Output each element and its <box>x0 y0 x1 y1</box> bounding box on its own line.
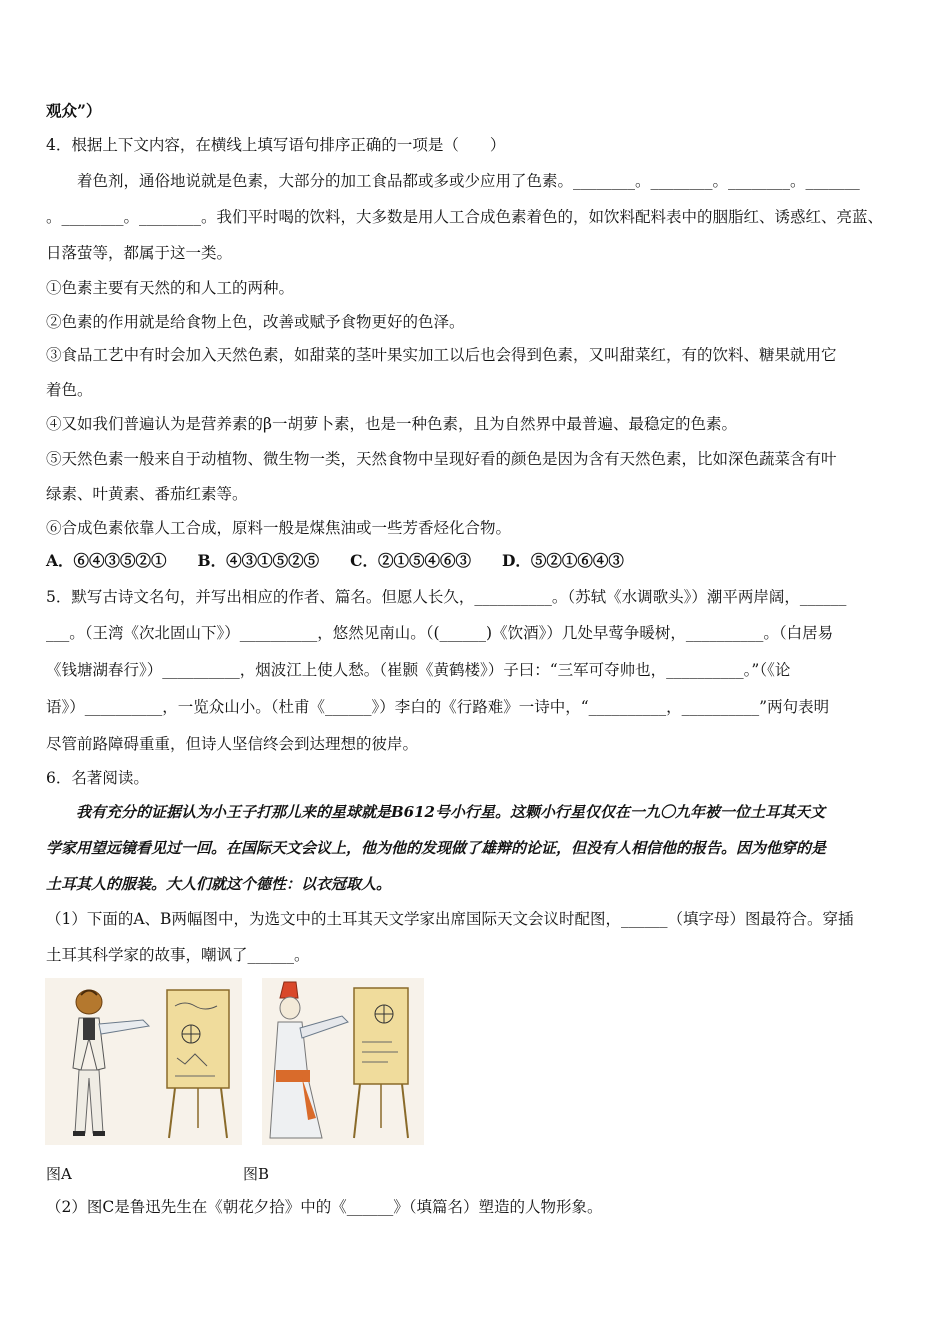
text-line: ⑥合成色素依靠人工合成，原料一般是煤焦油或一些芳香烃化合物。 <box>46 519 512 537</box>
reading-passage: 我有充分的证据认为小王子打那儿来的星球就是B612号小行星。这颗小行星仅仅在一九〇九年被一位土耳其天文 <box>46 803 825 821</box>
answer-options: A．⑥④③⑤②① B．④③①⑤②⑤ C．②①⑤④⑥③ D．⑤②①⑥④③ <box>46 551 624 570</box>
sub-question-2: （2）图C是鲁迅先生在《朝花夕拾》中的《______》（填篇名）塑造的人物形象。 <box>46 1198 603 1216</box>
text-line: 着色。 <box>46 381 93 399</box>
reading-passage: 土耳其人的服装。大人们就这个德性：以衣冠取人。 <box>46 875 392 893</box>
question-5-stem: 5．默写古诗文名句，并写出相应的作者、篇名。但愿人长久，__________。（苏轼《水调歌头》）潮平两岸阔，______ <box>46 588 847 606</box>
text-line: 绿素、叶黄素、番茄红素等。 <box>46 485 248 503</box>
text-line: ⑤天然色素一般来自于动植物、微生物一类，天然食物中呈现好看的颜色是因为含有天然色素，比如深色蔬菜含有叶 <box>46 450 837 468</box>
figure-b-caption: 图B <box>243 1165 270 1183</box>
text-line: 尽管前路障碍重重，但诗人坚信终会到达理想的彼岸。 <box>46 735 419 753</box>
astronomer-western-suit-drawing <box>45 978 242 1145</box>
sub-question-1: （1）下面的A、B两幅图中，为选文中的土耳其天文学家出席国际天文会议时配图，______（填字母）图最符合。穿插 <box>46 910 854 928</box>
text-line: 观众”） <box>46 101 102 120</box>
text-line: ④又如我们普遍认为是营养素的β一胡萝卜素，也是一种色素，且为自然界中最普遍、最稳定的色素。 <box>46 415 737 433</box>
text-line: 土耳其科学家的故事，嘲讽了______。 <box>46 946 310 964</box>
text-line: ③食品工艺中有时会加入天然色素，如甜菜的茎叶果实加工以后也会得到色素，又叫甜菜红，有的饮料、糖果就用它 <box>46 346 837 364</box>
figure-a-caption: 图A <box>46 1165 72 1183</box>
text-line: 《钱塘湖春行》）__________，烟波江上使人愁。（崔颢《黄鹤楼》）子曰：“三军可夺帅也，__________。”（《论 <box>46 661 791 679</box>
question-6-stem: 6．名著阅读。 <box>46 769 149 787</box>
text-line: ①色素主要有天然的和人工的两种。 <box>46 279 295 297</box>
figure-b-illustration <box>262 978 424 1145</box>
astronomer-turkish-costume-drawing <box>262 978 424 1145</box>
figure-a-illustration <box>45 978 242 1145</box>
text-line: ②色素的作用就是给食物上色，改善或赋予食物更好的色泽。 <box>46 313 465 331</box>
question-4-stem: 4．根据上下文内容，在横线上填写语句排序正确的一项是（ ） <box>46 136 506 154</box>
text-line: ___。（王湾《次北固山下》）__________，悠然见南山。（(______)《饮酒》）几处早莺争暖树，__________。（白居易 <box>46 624 834 642</box>
text-line: 着色剂，通俗地说就是色素，大部分的加工食品都或多或少应用了色素。________。________。________。_______ <box>46 172 860 190</box>
reading-passage: 学家用望远镜看见过一回。在国际天文会议上，他为他的发现做了雄辩的论证，但没有人相信他的报告。因为他穿的是 <box>46 839 827 857</box>
text-line: 日落萤等，都属于这一类。 <box>46 244 233 262</box>
text-line: 。________。________。我们平时喝的饮料，大多数是用人工合成色素着色的，如饮料配料表中的胭脂红、诱惑红、亮蓝、 <box>46 208 884 226</box>
text-line: 语》）__________，一览众山小。（杜甫《______》）李白的《行路难》一诗中，“__________，__________”两句表明 <box>46 698 830 716</box>
